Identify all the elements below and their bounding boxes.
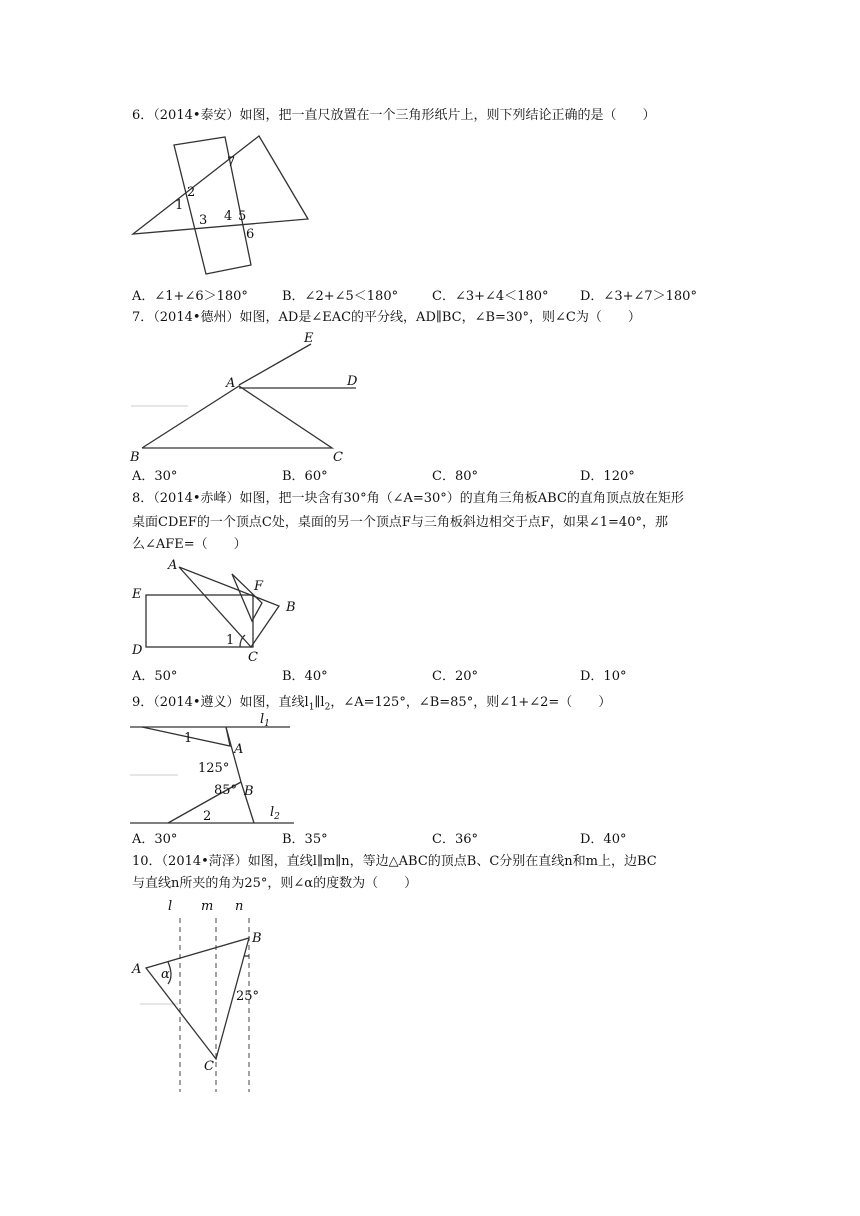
q10-label-a: A (132, 962, 142, 977)
q7-ray-ae (239, 344, 311, 385)
q8-label-1: 1 (226, 633, 235, 648)
q8-option-c[interactable]: C．20° (432, 669, 478, 684)
q8-option-a[interactable]: A．50° (132, 669, 178, 684)
q8-label-a: A (168, 558, 178, 573)
q7-triangle-abc (142, 386, 332, 448)
q10-label-n: n (235, 899, 244, 914)
q9-label-l1: $l_1$ (260, 712, 270, 729)
q7-label-e: E (304, 331, 314, 346)
q8-angle-1-arc (240, 635, 245, 647)
q9-option-a[interactable]: A．30° (132, 832, 178, 847)
q7-option-d[interactable]: D．120° (580, 469, 635, 484)
q9-label-a: A (234, 742, 244, 757)
q6-label-1: 1 (175, 198, 184, 213)
q6-label-2: 2 (187, 185, 196, 200)
q8-options (132, 668, 732, 686)
q6-figure (126, 132, 316, 280)
q10-label-m: m (201, 899, 214, 914)
q6-triangle (133, 136, 308, 234)
q10-label-c: C (204, 1059, 214, 1074)
q8-stem-line1: 8．（2014•赤峰）如图，把一块含有30°角（∠A=30°）的直角三角板ABC的直角顶点放在矩形 (132, 491, 684, 506)
q8-label-d: D (132, 643, 143, 658)
q9-label-l2: $l_2$ (270, 805, 280, 822)
q7-option-b[interactable]: B．60° (282, 469, 328, 484)
q9-options (132, 831, 732, 849)
q6-label-5: 5 (238, 209, 247, 224)
q9-sub-2: 2 (324, 702, 331, 713)
q7-stem: 7．（2014•德州）如图，AD是∠EAC的平分线，AD∥BC，∠B=30°，则∠C为（ ） (132, 310, 641, 325)
q9-label-1: 1 (184, 731, 193, 746)
q8-stem-line3: 么∠AFE=（ ） (132, 537, 247, 552)
q9-label-b: B (244, 784, 254, 799)
q8-rectangle-cdef (146, 595, 253, 647)
q8-label-f: F (254, 579, 264, 594)
q10-label-25: 25° (236, 989, 260, 1004)
q9-option-d[interactable]: D．40° (580, 832, 627, 847)
q9-option-c[interactable]: C．36° (432, 832, 478, 847)
q8-option-b[interactable]: B．40° (282, 669, 328, 684)
q6-label-7: 7 (227, 155, 236, 170)
q6-ruler (174, 137, 251, 274)
q6-options (132, 288, 732, 306)
q9-sub-1: 1 (308, 702, 315, 713)
q10-label-alpha: α (161, 967, 170, 982)
q8-stem-line2: 桌面CDEF的一个顶点C处，桌面的另一个顶点F与三角板斜边相交于点F，如果∠1=40°，那 (132, 515, 668, 530)
q9-label-85: 85° (214, 783, 238, 798)
q9-label-125: 125° (198, 761, 230, 776)
q8-option-d[interactable]: D．10° (580, 669, 627, 684)
q6-label-6: 6 (246, 227, 255, 242)
q7-label-c: C (333, 450, 343, 465)
q6-stem: 6．（2014•泰安）如图，把一直尺放置在一个三角形纸片上，则下列结论正确的是（ ） (132, 108, 656, 123)
q9-stem-pre: 9．（2014•遵义）如图，直线l (132, 695, 309, 710)
q8-figure (128, 558, 308, 666)
q6-option-c[interactable]: C．∠3+∠4＜180° (432, 289, 549, 304)
q10-stem-line2: 与直线n所夹的角为25°，则∠α的度数为（ ） (132, 876, 418, 891)
q6-option-b[interactable]: B．∠2+∠5＜180° (282, 289, 399, 304)
q7-label-a: A (226, 376, 236, 391)
q8-label-c: C (248, 650, 258, 665)
q10-figure (128, 896, 278, 1096)
q7-label-d: D (347, 374, 358, 389)
q9-stem-mid: ∥l (314, 695, 325, 710)
q7-option-a[interactable]: A．30° (132, 469, 178, 484)
q6-label-3: 3 (199, 213, 208, 228)
q9-option-b[interactable]: B．35° (282, 832, 328, 847)
q7-options (132, 468, 732, 486)
q7-option-c[interactable]: C．80° (432, 469, 478, 484)
q7-label-b: B (130, 450, 140, 465)
q9-figure (128, 710, 300, 828)
q10-triangle-abc (146, 938, 249, 1059)
q8-label-b: B (286, 600, 296, 615)
q10-stem-line1: 10．（2014•菏泽）如图，直线l∥m∥n，等边△ABC的顶点B、C分别在直线n和m上，边BC (132, 854, 657, 869)
q9-label-2: 2 (203, 809, 212, 824)
q6-option-a[interactable]: A．∠1+∠6＞180° (132, 289, 248, 304)
q7-figure (128, 330, 368, 466)
q10-label-l: l (168, 899, 173, 914)
q6-label-4: 4 (224, 209, 233, 224)
q9-stem-post: ，∠A=125°，∠B=85°，则∠1+∠2=（ ） (330, 695, 612, 710)
q8-label-e: E (132, 587, 142, 602)
q6-option-d[interactable]: D．∠3+∠7＞180° (580, 289, 697, 304)
q10-label-b: B (252, 931, 262, 946)
